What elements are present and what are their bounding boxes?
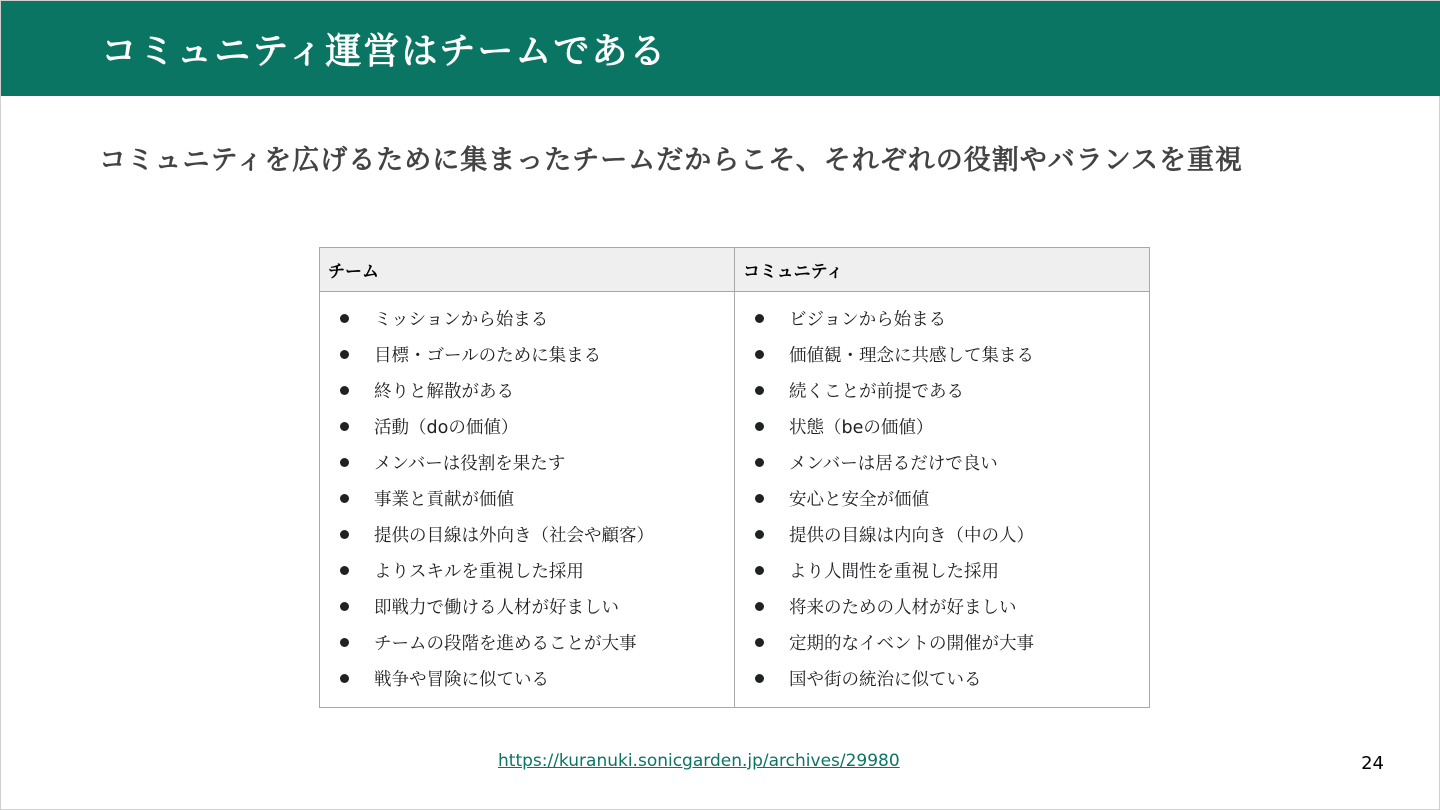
bullet-icon (755, 566, 764, 575)
bullet-icon (340, 422, 349, 431)
list-item (320, 372, 734, 408)
list-item (320, 300, 734, 336)
list-item-text: 活動（doの価値） (374, 417, 519, 438)
list-item (320, 589, 734, 625)
list-item-text: 価値観・理念に共感して集まる (789, 345, 1034, 366)
team-list (320, 300, 734, 697)
community-column-header: コミュニティ (735, 248, 1150, 292)
list-item-text: メンバーは役割を果たす (374, 453, 566, 474)
bullet-icon (340, 638, 349, 647)
source-link[interactable]: https://kuranuki.sonicgarden.jp/archives/29980 (498, 751, 900, 771)
list-item (320, 661, 734, 697)
bullet-icon (755, 422, 764, 431)
list-item-text: 目標・ゴールのために集まる (374, 345, 602, 366)
list-item (735, 517, 1149, 553)
list-item-text: よりスキルを重視した採用 (374, 562, 584, 583)
list-item (320, 408, 734, 444)
bullet-icon (340, 530, 349, 539)
page-number: 24 (1361, 753, 1384, 774)
list-item-text: 事業と貢献が価値 (374, 490, 514, 511)
bullet-icon (755, 530, 764, 539)
list-item-text: ビジョンから始まる (789, 309, 947, 330)
list-item-text: 国や街の統治に似ている (789, 670, 982, 691)
bullet-icon (340, 674, 349, 683)
list-item (735, 300, 1149, 336)
comparison-table (319, 247, 1150, 708)
list-item (320, 553, 734, 589)
list-item-text: 続くことが前提である (789, 381, 964, 402)
list-item (320, 625, 734, 661)
list-item-text: 状態（beの価値） (789, 417, 934, 438)
list-item (320, 517, 734, 553)
list-item (735, 625, 1149, 661)
community-column (735, 292, 1150, 708)
bullet-icon (340, 350, 349, 359)
slide-title: コミュニティ運営はチームである (101, 31, 668, 72)
list-item-text: チームの段階を進めることが大事 (374, 634, 637, 655)
bullet-icon (755, 602, 764, 611)
list-item (320, 336, 734, 372)
list-item (735, 408, 1149, 444)
list-item (735, 589, 1149, 625)
list-item-text: 即戦力で働ける人材が好ましい (374, 598, 619, 619)
bullet-icon (755, 314, 764, 323)
bullet-icon (755, 674, 764, 683)
list-item (320, 480, 734, 516)
list-item-text: 提供の目線は外向き（社会や顧客） (374, 526, 654, 547)
bullet-icon (340, 314, 349, 323)
list-item (735, 372, 1149, 408)
bullet-icon (755, 350, 764, 359)
list-item-text: 安心と安全が価値 (789, 490, 929, 511)
list-item-text: ミッションから始まる (374, 309, 549, 330)
list-item (735, 336, 1149, 372)
list-item (735, 661, 1149, 697)
list-item (320, 444, 734, 480)
list-item (735, 444, 1149, 480)
bullet-icon (755, 458, 764, 467)
list-item-text: より人間性を重視した採用 (789, 562, 999, 583)
list-item (735, 553, 1149, 589)
list-item-text: 戦争や冒険に似ている (374, 670, 549, 691)
bullet-icon (755, 494, 764, 503)
list-item-text: 定期的なイベントの開催が大事 (789, 634, 1034, 655)
slide-subtitle: コミュニティを広げるために集まったチームだからこそ、それぞれの役割やバランスを重視 (99, 145, 1243, 176)
community-list (735, 300, 1149, 697)
bullet-icon (340, 602, 349, 611)
bullet-icon (340, 386, 349, 395)
list-item-text: 提供の目線は内向き（中の人） (789, 526, 1034, 547)
list-item-text: 将来のための人材が好ましい (789, 598, 1017, 619)
list-item-text: メンバーは居るだけで良い (789, 453, 998, 474)
bullet-icon (340, 566, 349, 575)
list-item (735, 480, 1149, 516)
bullet-icon (755, 386, 764, 395)
bullet-icon (340, 494, 349, 503)
list-item-text: 終りと解散がある (374, 381, 514, 402)
team-column-header: チーム (320, 248, 735, 292)
bullet-icon (755, 638, 764, 647)
header-bar (1, 1, 1440, 96)
team-column (320, 292, 735, 708)
bullet-icon (340, 458, 349, 467)
